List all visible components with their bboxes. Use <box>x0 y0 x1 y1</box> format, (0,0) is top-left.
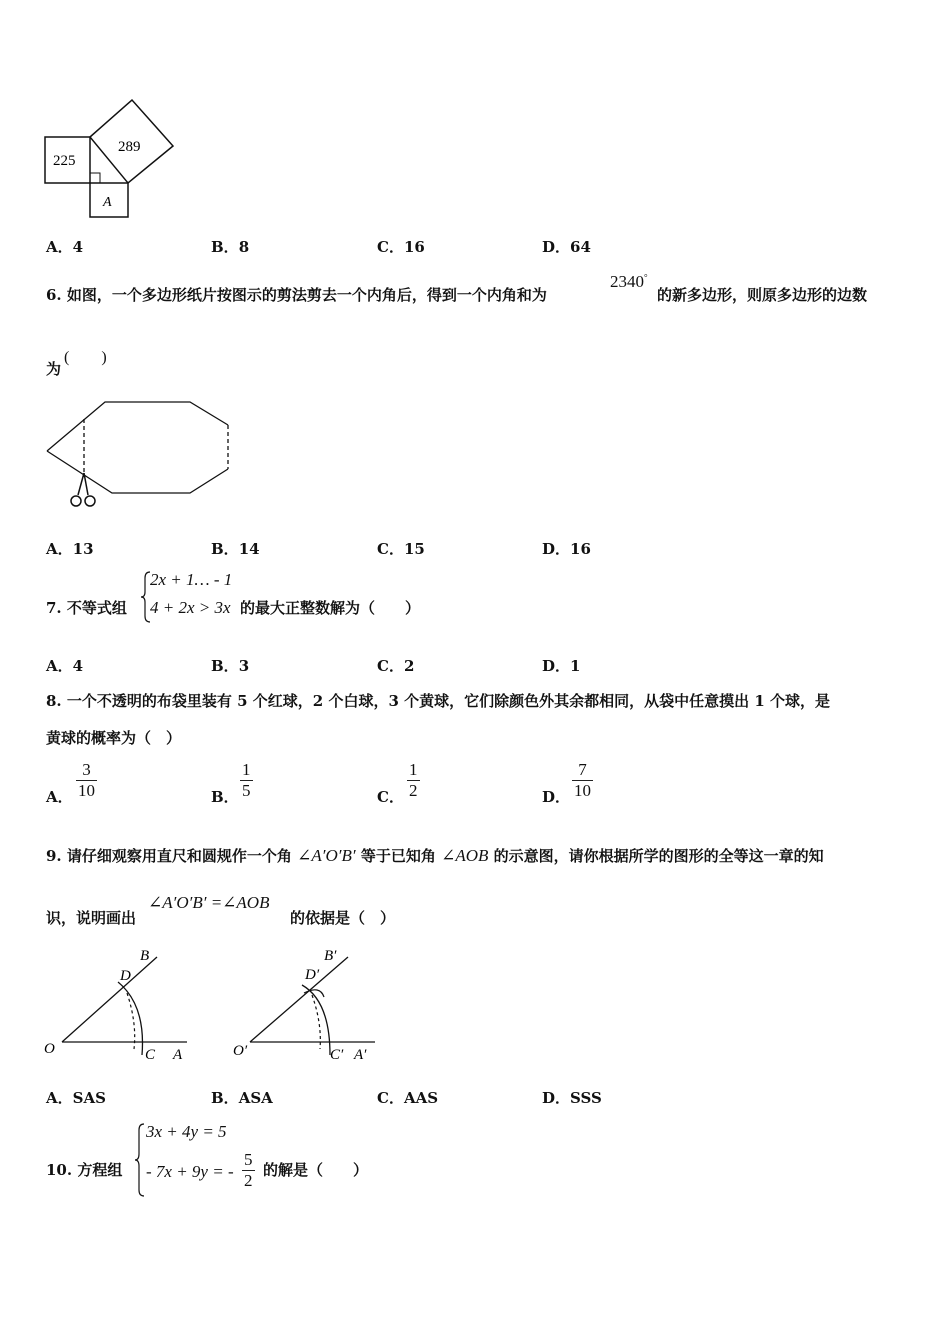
q6-line1 <box>46 284 547 305</box>
q10-equation-2: - 7x + 9y = - <box>146 1162 234 1181</box>
q8-option-a-label[interactable]: A． <box>46 788 73 806</box>
q8-number: 8. <box>46 692 62 710</box>
label-a: A <box>103 195 112 210</box>
q8-option-a-fraction: $\frac{3}{10}$ <box>78 760 95 800</box>
q5-option-c[interactable]: C．16 <box>377 238 425 256</box>
q10-fraction: $\frac{5}{2}$ <box>244 1150 253 1190</box>
q8-option-c-fraction: $\frac{1}{2}$ <box>409 760 418 800</box>
q7-text2: 的最大正整数解为（ ） <box>240 599 421 617</box>
polygon-bottom-edges <box>47 451 228 493</box>
q6-angle: 2340° <box>610 272 648 291</box>
q8-option-c-label[interactable]: C． <box>377 788 404 806</box>
q9-line1 <box>46 845 824 866</box>
q10-intro <box>46 1159 122 1180</box>
q10-text2: 的解是（ ） <box>263 1161 369 1179</box>
q9-text1: 请仔细观察用直尺和圆规作一个角 <box>66 847 292 865</box>
label-b: B <box>140 948 150 964</box>
label-d: D <box>120 968 131 984</box>
q5-option-b[interactable]: B．8 <box>211 238 250 256</box>
q9-option-b[interactable]: B．ASA <box>211 1089 273 1107</box>
arc-c-d-prime <box>302 985 330 1055</box>
q5-option-d[interactable]: D．64 <box>542 238 591 256</box>
q9-option-d[interactable]: D．SSS <box>542 1089 602 1107</box>
q6-option-c[interactable]: C．15 <box>377 540 425 558</box>
label-d-prime: D′ <box>305 967 320 983</box>
q7-option-c[interactable]: C．2 <box>377 657 415 675</box>
polygon-cut-figure <box>42 397 237 512</box>
q7-intro <box>46 597 127 618</box>
label-b-prime: B′ <box>324 948 337 964</box>
ray-o-b-prime <box>250 957 348 1042</box>
scissors-icon <box>71 473 95 506</box>
angle-construction-figure-copy <box>230 945 390 1065</box>
q8-text1: 一个不透明的布袋里装有 5 个红球，2 个白球，3 个黄球，它们除颜色外其余都相同，从袋中任意摸出 1 个球，是 <box>66 692 830 710</box>
q7-option-d[interactable]: D．1 <box>542 657 581 675</box>
q8-text2: 黄球的概率为（ ） <box>46 729 182 747</box>
q9-text2: 等于已知角 <box>360 847 436 865</box>
label-225: 225 <box>53 153 76 169</box>
label-o: O <box>44 1041 55 1057</box>
q10-text1: 方程组 <box>77 1161 123 1179</box>
q9-text5: 的依据是（ ） <box>290 909 396 927</box>
q7-option-b[interactable]: B．3 <box>211 657 250 675</box>
q10-equation-1: 3x + 4y = 5 <box>146 1122 227 1141</box>
q8-option-b-fraction: $\frac{1}{5}$ <box>242 760 251 800</box>
label-289: 289 <box>118 139 141 155</box>
label-o-prime: O′ <box>233 1043 248 1059</box>
ray-ob <box>62 957 157 1042</box>
q9-angle1: ∠A′O′B′ <box>297 846 356 865</box>
pythagoras-squares-figure <box>40 95 180 225</box>
q6-option-d[interactable]: D．16 <box>542 540 591 558</box>
q5-option-a[interactable]: A．4 <box>46 238 84 256</box>
q6-number: 6. <box>46 286 62 304</box>
q6-text3: 为 <box>46 360 62 378</box>
q9-equation: ∠A′O′B′ =∠AOB <box>148 893 270 912</box>
q7-text1: 不等式组 <box>66 599 127 617</box>
q9-text3: 的示意图，请你根据所学的图形的全等这一章的知 <box>493 847 824 865</box>
q6-text1: 如图，一个多边形纸片按图示的剪法剪去一个内角后，得到一个内角和为 <box>66 286 547 304</box>
q7-option-a[interactable]: A．4 <box>46 657 84 675</box>
q7-inequality-2: 4 + 2x > 3x <box>150 598 231 617</box>
label-c-prime: C′ <box>330 1047 344 1063</box>
q6-option-a[interactable]: A．13 <box>46 540 94 558</box>
q7-inequality-1: 2x + 1… - 1 <box>150 570 233 589</box>
q9-option-a[interactable]: A．SAS <box>46 1089 106 1107</box>
q9-angle2: ∠AOB <box>441 846 489 865</box>
q10-number: 10. <box>46 1161 73 1179</box>
q8-line1 <box>46 690 830 711</box>
q9-number: 9. <box>46 847 62 865</box>
right-angle-mark <box>90 173 100 183</box>
q9-option-c[interactable]: C．AAS <box>377 1089 439 1107</box>
q6-option-b[interactable]: B．14 <box>211 540 260 558</box>
q10-brace <box>134 1122 146 1198</box>
label-c: C <box>145 1047 156 1063</box>
polygon-top-edges <box>47 402 228 451</box>
q7-number: 7. <box>46 599 62 617</box>
q6-answer-paren: ( ) <box>64 349 107 366</box>
q6-text2: 的新多边形，则原多边形的边数 <box>657 286 868 304</box>
q8-option-b-label[interactable]: B． <box>211 788 239 806</box>
q8-option-d-label[interactable]: D． <box>542 788 571 806</box>
q9-text4: 识，说明画出 <box>46 909 137 927</box>
label-a: A <box>173 1047 183 1063</box>
angle-construction-figure-original <box>42 945 192 1065</box>
q8-option-d-fraction: $\frac{7}{10}$ <box>574 760 591 800</box>
arc-cd <box>118 982 143 1055</box>
label-a-prime: A′ <box>354 1047 367 1063</box>
